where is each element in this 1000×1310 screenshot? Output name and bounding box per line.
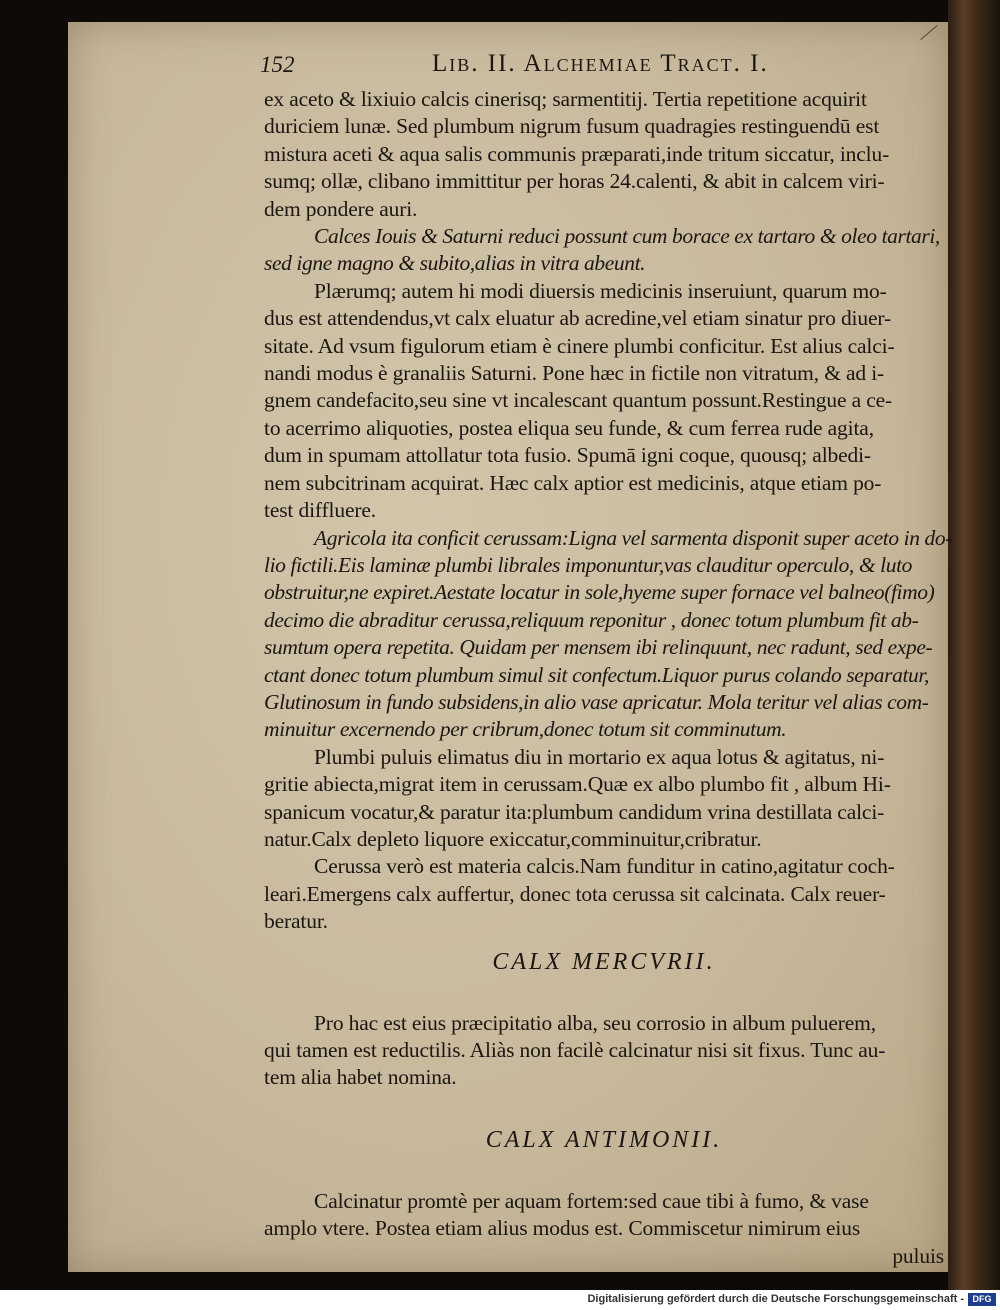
text-line: Agricola ita conficit cerussam:Ligna vel sarmenta disponit super aceto in do- bbox=[314, 525, 953, 550]
running-title: Lib. II. Alchemiae Tract. I. bbox=[432, 50, 769, 77]
text-line: Plærumq; autem hi modi diuersis medicinis inseruiunt, quarum mo- bbox=[314, 278, 887, 303]
spacer bbox=[264, 1092, 944, 1114]
text-line: to acerrimo aliquoties, postea eliqua seu funde, & cum ferrea rude agita, bbox=[264, 415, 874, 440]
text-line: test diffluere. bbox=[264, 498, 376, 523]
text-line: leari.Emergens calx auffertur, donec tota cerussa sit calcinata. Calx reuer- bbox=[264, 881, 886, 906]
text-line: Glutinosum in fundo subsidens,in alio vase apricatur. Mola teritur vel alias com- bbox=[264, 689, 929, 714]
paragraph-2-italic bbox=[264, 223, 944, 278]
text-line: gnem candefacito,seu sine vt incalescant quantum possunt.Restingue a ce- bbox=[264, 388, 893, 413]
book-edge bbox=[948, 0, 1000, 1290]
text-line: lio fictili.Eis laminæ plumbi librales imponuntur,vas clauditur operculo, & luto bbox=[264, 552, 913, 577]
text-line: mistura aceti & aqua salis communis præparati,inde tritum siccatur, inclu- bbox=[264, 141, 890, 166]
text-line: dus est attendendus,vt calx eluatur ab acredine,vel etiam sinatur pro diuer- bbox=[264, 306, 891, 331]
page-number: 152 bbox=[260, 52, 295, 77]
pencil-mark bbox=[920, 25, 937, 40]
text-line: Cerussa verò est materia calcis.Nam funditur in catino,agitatur coch- bbox=[314, 854, 895, 879]
catchword: puluis bbox=[892, 1243, 944, 1268]
text-line: ctant donec totum plumbum simul sit confectum.Liquor purus colando separatur, bbox=[264, 662, 929, 687]
footer-credit: Digitalisierung gefördert durch die Deutsche Forschungsgemeinschaft - bbox=[587, 1293, 964, 1305]
text-line: sumq; ollæ, clibano immittitur per horas 24.calenti, & abit in calcem viri- bbox=[264, 169, 885, 194]
section-heading-mercurii: CALX MERCVRII. bbox=[492, 948, 716, 975]
text-line: nem subcitrinam acquirat. Hæc calx aptior est medicinis, atque etiam po- bbox=[264, 470, 882, 495]
spacer bbox=[264, 988, 944, 1010]
running-head bbox=[260, 52, 944, 86]
text-line: Plumbi puluis elimatus diu in mortario ex aqua lotus & agitatus, ni- bbox=[314, 744, 885, 769]
digitization-footer bbox=[0, 1290, 1000, 1310]
text-line: dum in spumam attollatur tota fusio. Spumā igni coque, quousq; albedi- bbox=[264, 443, 871, 468]
text-line: minuitur excernendo per cribrum,donec totum sit comminutum. bbox=[264, 717, 787, 742]
text-line: gritie abiecta,migrat item in cerussam.Quæ ex albo plumbo fit , album Hi- bbox=[264, 772, 891, 797]
paragraph-1 bbox=[264, 86, 944, 223]
text-line: sitate. Ad vsum figulorum etiam è cinere plumbi conficitur. Est alius calci- bbox=[264, 333, 895, 358]
text-line: sed igne magno & subito,alias in vitra abeunt. bbox=[264, 251, 646, 276]
dfg-logo[interactable]: DFG bbox=[968, 1293, 996, 1306]
paragraph-3 bbox=[264, 278, 944, 525]
text-line: natur.Calx depleto liquore exiccatur,comminuitur,cribratur. bbox=[264, 826, 762, 851]
paragraph-7 bbox=[264, 1010, 944, 1092]
text-line: Calcinatur promtè per aquam fortem:sed caue tibi à fumo, & vase bbox=[314, 1188, 869, 1213]
text-line: spanicum vocatur,& paratur ita:plumbum candidum vrina destillata calci- bbox=[264, 799, 885, 824]
paragraph-4-italic bbox=[264, 525, 953, 744]
text-line: nandi modus è granaliis Saturni. Pone hæc in fictile non vitratum, & ad i- bbox=[264, 361, 885, 386]
text-line: ex aceto & lixiuio calcis cinerisq; sarmentitij. Tertia repetitione acquirit bbox=[264, 87, 867, 111]
text-line: amplo vtere. Postea etiam alius modus est. Commiscetur nimirum eius bbox=[264, 1216, 861, 1241]
text-line: obstruitur,ne expiret.Aestate locatur in sole,hyeme super fornace vel balneo(fimo) bbox=[264, 580, 935, 605]
text-line: sumtum opera repetita. Quidam per mensem ibi relinquunt, nec radunt, sed expe- bbox=[264, 635, 933, 660]
paragraph-8 bbox=[264, 1188, 944, 1270]
text-line: Pro hac est eius præcipitatio alba, seu corrosio in album puluerem, bbox=[314, 1010, 876, 1035]
paragraph-6 bbox=[264, 853, 944, 935]
page-content bbox=[260, 50, 953, 1270]
text-line: beratur. bbox=[264, 909, 328, 934]
text-line: duriciem lunæ. Sed plumbum nigrum fusum quadragies restinguendū est bbox=[264, 114, 880, 139]
text-line: decimo die abraditur cerussa,reliquum reponitur , donec totum plumbum fit ab- bbox=[264, 607, 919, 632]
paragraph-5 bbox=[264, 744, 944, 854]
text-line: dem pondere auri. bbox=[264, 196, 418, 221]
spacer bbox=[264, 1166, 944, 1188]
text-line: Calces Iouis & Saturni reduci possunt cum borace ex tartaro & oleo tartari, bbox=[314, 224, 940, 249]
section-heading-antimonii: CALX ANTIMONII. bbox=[485, 1126, 723, 1153]
text-line: qui tamen est reductilis. Aliàs non facilè calcinatur nisi sit fixus. Tunc au- bbox=[264, 1038, 886, 1062]
text-line: tem alia habet nomina. bbox=[264, 1065, 457, 1090]
